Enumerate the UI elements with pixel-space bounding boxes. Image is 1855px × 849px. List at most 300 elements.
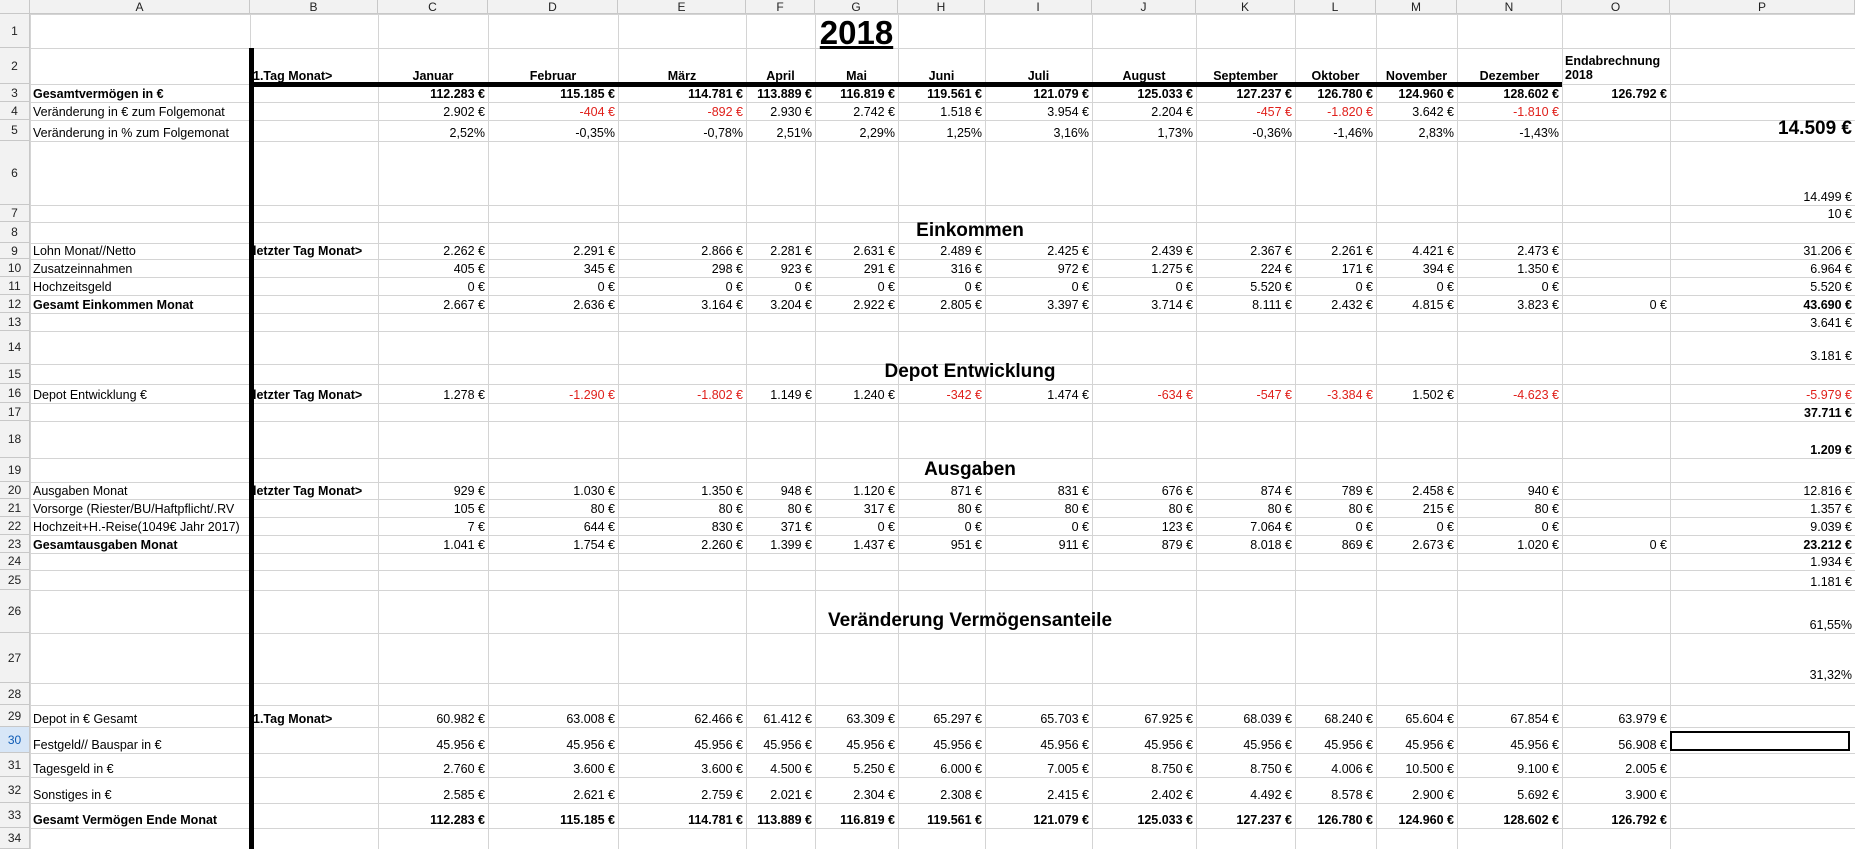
cell-o2[interactable]: Endabrechnung 2018 [1565, 54, 1661, 82]
cell-k23[interactable]: 8.018 € [1250, 538, 1292, 552]
cell-a5[interactable]: Veränderung in % zum Folgemonat [33, 126, 229, 140]
cell-j16[interactable]: -634 € [1157, 388, 1193, 402]
cell-p25[interactable]: 1.181 € [1810, 575, 1852, 589]
cell-i33[interactable]: 121.079 € [1033, 813, 1089, 827]
cell-c12[interactable]: 2.667 € [443, 298, 485, 312]
cell-c11[interactable]: 0 € [467, 280, 485, 294]
cell-m10[interactable]: 394 € [1422, 262, 1454, 276]
cell-o12[interactable]: 0 € [1649, 298, 1667, 312]
cell-i5[interactable]: 3,16% [1053, 126, 1089, 140]
cell-g32[interactable]: 2.304 € [853, 788, 895, 802]
cell-b2[interactable]: 1.Tag Monat> [253, 69, 333, 83]
row-header-10[interactable] [0, 259, 30, 277]
cell-f2[interactable]: April [766, 69, 795, 83]
cell-f30[interactable]: 45.956 € [763, 738, 812, 752]
cell-n3[interactable]: 128.602 € [1503, 87, 1559, 101]
cell-h19[interactable]: Ausgaben [924, 459, 1016, 480]
cell-d22[interactable]: 644 € [583, 520, 615, 534]
cell-m30[interactable]: 45.956 € [1405, 738, 1454, 752]
cell-j21[interactable]: 80 € [1168, 502, 1193, 516]
active-cell-cursor[interactable] [1670, 731, 1850, 751]
cell-p6[interactable]: 14.499 € [1803, 190, 1852, 204]
cell-c30[interactable]: 45.956 € [436, 738, 485, 752]
cell-d12[interactable]: 2.636 € [573, 298, 615, 312]
cell-h12[interactable]: 2.805 € [940, 298, 982, 312]
cell-c22[interactable]: 7 € [467, 520, 485, 534]
cell-j12[interactable]: 3.714 € [1151, 298, 1193, 312]
cell-a21[interactable]: Vorsorge (Riester/BU/Haftpflicht/.RV [33, 502, 235, 516]
cell-f20[interactable]: 948 € [780, 484, 812, 498]
column-header-g[interactable] [815, 0, 898, 14]
cell-a30[interactable]: Festgeld// Bauspar in € [33, 738, 162, 752]
cell-d30[interactable]: 45.956 € [566, 738, 615, 752]
row-header-23[interactable] [0, 535, 30, 553]
cell-a3[interactable]: Gesamtvermögen in € [33, 87, 164, 101]
cell-g2[interactable]: Mai [846, 69, 867, 83]
cell-c5[interactable]: 2,52% [449, 126, 485, 140]
cell-g3[interactable]: 116.819 € [840, 87, 895, 101]
cell-m29[interactable]: 65.604 € [1405, 712, 1454, 726]
cell-h15[interactable]: Depot Entwicklung [884, 361, 1056, 382]
cell-m23[interactable]: 2.673 € [1412, 538, 1454, 552]
cell-a22[interactable]: Hochzeit+H.-Reise(1049€ Jahr 2017) [33, 520, 240, 534]
cell-f22[interactable]: 371 € [780, 520, 812, 534]
cell-l16[interactable]: -3.384 € [1327, 388, 1373, 402]
cell-n2[interactable]: Dezember [1479, 69, 1540, 83]
cell-b29[interactable]: 1.Tag Monat> [253, 712, 333, 726]
cell-h22[interactable]: 0 € [964, 520, 982, 534]
row-header-17[interactable] [0, 403, 30, 421]
cell-g31[interactable]: 5.250 € [853, 762, 895, 776]
cell-p17[interactable]: 37.711 € [1804, 406, 1852, 420]
cell-c31[interactable]: 2.760 € [443, 762, 485, 776]
cell-i11[interactable]: 0 € [1071, 280, 1089, 294]
cell-d23[interactable]: 1.754 € [573, 538, 615, 552]
column-header-b[interactable] [250, 0, 378, 14]
cell-k9[interactable]: 2.367 € [1250, 244, 1292, 258]
cell-c33[interactable]: 112.283 € [430, 813, 485, 827]
cell-l29[interactable]: 68.240 € [1324, 712, 1373, 726]
cell-a16[interactable]: Depot Entwicklung € [33, 388, 147, 402]
column-header-a[interactable] [30, 0, 250, 14]
cell-k16[interactable]: -547 € [1256, 388, 1292, 402]
cell-a31[interactable]: Tagesgeld in € [33, 762, 114, 776]
cell-k22[interactable]: 7.064 € [1250, 520, 1292, 534]
cell-n9[interactable]: 2.473 € [1517, 244, 1559, 258]
row-header-30[interactable] [0, 727, 30, 753]
cell-i22[interactable]: 0 € [1071, 520, 1089, 534]
cell-k10[interactable]: 224 € [1260, 262, 1292, 276]
cell-l11[interactable]: 0 € [1355, 280, 1373, 294]
cell-n12[interactable]: 3.823 € [1517, 298, 1559, 312]
cell-n16[interactable]: -4.623 € [1513, 388, 1559, 402]
cell-h3[interactable]: 119.561 € [927, 87, 982, 101]
cell-k33[interactable]: 127.237 € [1236, 813, 1292, 827]
cell-c3[interactable]: 112.283 € [430, 87, 485, 101]
cell-d11[interactable]: 0 € [597, 280, 615, 294]
row-header-3[interactable] [0, 84, 30, 102]
cell-m4[interactable]: 3.642 € [1412, 105, 1454, 119]
cell-l3[interactable]: 126.780 € [1317, 87, 1373, 101]
cell-j11[interactable]: 0 € [1175, 280, 1193, 294]
cell-o3[interactable]: 126.792 € [1611, 87, 1667, 101]
cell-n33[interactable]: 128.602 € [1503, 813, 1559, 827]
row-header-7[interactable] [0, 205, 30, 222]
cell-j20[interactable]: 676 € [1161, 484, 1193, 498]
cell-e12[interactable]: 3.164 € [701, 298, 743, 312]
cell-k2[interactable]: September [1213, 69, 1278, 83]
row-header-6[interactable] [0, 141, 30, 205]
cell-l23[interactable]: 869 € [1341, 538, 1373, 552]
cell-a11[interactable]: Hochzeitsgeld [33, 280, 112, 294]
cell-p27[interactable]: 31,32% [1809, 668, 1852, 682]
cell-n31[interactable]: 9.100 € [1517, 762, 1559, 776]
cell-l30[interactable]: 45.956 € [1324, 738, 1373, 752]
row-header-34[interactable] [0, 828, 30, 849]
cell-i30[interactable]: 45.956 € [1040, 738, 1089, 752]
row-header-27[interactable] [0, 633, 30, 683]
row-header-24[interactable] [0, 553, 30, 570]
cell-p20[interactable]: 12.816 € [1803, 484, 1852, 498]
cell-j5[interactable]: 1,73% [1157, 126, 1193, 140]
cell-j4[interactable]: 2.204 € [1151, 105, 1193, 119]
cell-d4[interactable]: -404 € [579, 105, 615, 119]
cell-f31[interactable]: 4.500 € [770, 762, 812, 776]
cell-i16[interactable]: 1.474 € [1047, 388, 1089, 402]
cell-d20[interactable]: 1.030 € [573, 484, 615, 498]
cell-p9[interactable]: 31.206 € [1803, 244, 1852, 258]
cell-e29[interactable]: 62.466 € [694, 712, 743, 726]
cell-o33[interactable]: 126.792 € [1611, 813, 1667, 827]
cell-g16[interactable]: 1.240 € [853, 388, 895, 402]
cell-o29[interactable]: 63.979 € [1618, 712, 1667, 726]
column-header-o[interactable] [1562, 0, 1670, 14]
column-header-h[interactable] [898, 0, 985, 14]
cell-d33[interactable]: 115.185 € [560, 813, 615, 827]
cell-m9[interactable]: 4.421 € [1412, 244, 1454, 258]
cell-n11[interactable]: 0 € [1541, 280, 1559, 294]
cell-m12[interactable]: 4.815 € [1412, 298, 1454, 312]
cell-m32[interactable]: 2.900 € [1412, 788, 1454, 802]
cell-m21[interactable]: 215 € [1422, 502, 1454, 516]
cell-g10[interactable]: 291 € [863, 262, 895, 276]
cell-g22[interactable]: 0 € [877, 520, 895, 534]
cell-h29[interactable]: 65.297 € [933, 712, 982, 726]
cell-c4[interactable]: 2.902 € [443, 105, 485, 119]
cell-p13[interactable]: 3.641 € [1810, 316, 1852, 330]
cell-i3[interactable]: 121.079 € [1033, 87, 1089, 101]
cell-a10[interactable]: Zusatzeinnahmen [33, 262, 133, 276]
cell-e9[interactable]: 2.866 € [701, 244, 743, 258]
cell-f10[interactable]: 923 € [780, 262, 812, 276]
cell-n20[interactable]: 940 € [1527, 484, 1559, 498]
cell-l20[interactable]: 789 € [1341, 484, 1373, 498]
cell-j23[interactable]: 879 € [1161, 538, 1193, 552]
cell-i21[interactable]: 80 € [1064, 502, 1089, 516]
cell-h20[interactable]: 871 € [950, 484, 982, 498]
cell-j10[interactable]: 1.275 € [1151, 262, 1193, 276]
cell-m33[interactable]: 124.960 € [1398, 813, 1454, 827]
cell-j33[interactable]: 125.033 € [1137, 813, 1193, 827]
row-header-14[interactable] [0, 331, 30, 364]
cell-d16[interactable]: -1.290 € [569, 388, 615, 402]
row-header-25[interactable] [0, 570, 30, 590]
row-header-15[interactable] [0, 364, 30, 384]
row-header-9[interactable] [0, 243, 30, 259]
cell-f16[interactable]: 1.149 € [770, 388, 812, 402]
cell-i29[interactable]: 65.703 € [1040, 712, 1089, 726]
cell-h16[interactable]: -342 € [946, 388, 982, 402]
cell-f5[interactable]: 2,51% [776, 126, 812, 140]
cell-h23[interactable]: 951 € [950, 538, 982, 552]
cell-f11[interactable]: 0 € [794, 280, 812, 294]
cell-e33[interactable]: 114.781 € [688, 813, 743, 827]
cell-i20[interactable]: 831 € [1057, 484, 1089, 498]
cell-f32[interactable]: 2.021 € [770, 788, 812, 802]
cell-m3[interactable]: 124.960 € [1398, 87, 1454, 101]
cell-l33[interactable]: 126.780 € [1317, 813, 1373, 827]
cell-l4[interactable]: -1.820 € [1327, 105, 1373, 119]
cell-a33[interactable]: Gesamt Vermögen Ende Monat [33, 813, 218, 827]
cell-g33[interactable]: 116.819 € [840, 813, 895, 827]
cell-e5[interactable]: -0,78% [703, 126, 743, 140]
cell-i10[interactable]: 972 € [1057, 262, 1089, 276]
row-header-20[interactable] [0, 482, 30, 499]
cell-o30[interactable]: 56.908 € [1618, 738, 1667, 752]
cell-e22[interactable]: 830 € [711, 520, 743, 534]
cell-k30[interactable]: 45.956 € [1243, 738, 1292, 752]
cell-e2[interactable]: März [667, 69, 697, 83]
cell-l9[interactable]: 2.261 € [1331, 244, 1373, 258]
cell-h26[interactable]: Veränderung Vermögensanteile [827, 610, 1113, 631]
row-header-11[interactable] [0, 277, 30, 295]
cell-p5[interactable]: 14.509 € [1778, 118, 1852, 139]
cell-j32[interactable]: 2.402 € [1151, 788, 1193, 802]
cell-e23[interactable]: 2.260 € [701, 538, 743, 552]
cell-c2[interactable]: Januar [412, 69, 454, 83]
cell-d5[interactable]: -0,35% [575, 126, 615, 140]
cell-e32[interactable]: 2.759 € [701, 788, 743, 802]
cell-n32[interactable]: 5.692 € [1517, 788, 1559, 802]
cell-p16[interactable]: -5.979 € [1806, 388, 1852, 402]
cell-d29[interactable]: 63.008 € [566, 712, 615, 726]
cell-a12[interactable]: Gesamt Einkommen Monat [33, 298, 194, 312]
cell-b16[interactable]: letzter Tag Monat> [253, 388, 363, 402]
cell-n30[interactable]: 45.956 € [1510, 738, 1559, 752]
cell-j22[interactable]: 123 € [1161, 520, 1193, 534]
cell-i31[interactable]: 7.005 € [1047, 762, 1089, 776]
cell-k20[interactable]: 874 € [1260, 484, 1292, 498]
cell-k11[interactable]: 5.520 € [1250, 280, 1292, 294]
cell-e21[interactable]: 80 € [718, 502, 743, 516]
cell-n5[interactable]: -1,43% [1519, 126, 1559, 140]
cell-l32[interactable]: 8.578 € [1331, 788, 1373, 802]
cell-g11[interactable]: 0 € [877, 280, 895, 294]
cell-d21[interactable]: 80 € [590, 502, 615, 516]
cell-j2[interactable]: August [1122, 69, 1166, 83]
cell-c32[interactable]: 2.585 € [443, 788, 485, 802]
cell-f29[interactable]: 61.412 € [763, 712, 812, 726]
cell-g21[interactable]: 317 € [863, 502, 895, 516]
cell-j31[interactable]: 8.750 € [1151, 762, 1193, 776]
cell-m5[interactable]: 2,83% [1418, 126, 1454, 140]
cell-i4[interactable]: 3.954 € [1047, 105, 1089, 119]
cell-h32[interactable]: 2.308 € [940, 788, 982, 802]
column-header-f[interactable] [746, 0, 815, 14]
cell-d31[interactable]: 3.600 € [573, 762, 615, 776]
cell-m20[interactable]: 2.458 € [1412, 484, 1454, 498]
cell-p21[interactable]: 1.357 € [1810, 502, 1852, 516]
cell-a29[interactable]: Depot in € Gesamt [33, 712, 138, 726]
cell-g9[interactable]: 2.631 € [853, 244, 895, 258]
cell-l12[interactable]: 2.432 € [1331, 298, 1373, 312]
cell-a9[interactable]: Lohn Monat//Netto [33, 244, 136, 258]
cell-n23[interactable]: 1.020 € [1517, 538, 1559, 552]
row-header-1[interactable] [0, 14, 30, 48]
cell-e11[interactable]: 0 € [725, 280, 743, 294]
cell-l10[interactable]: 171 € [1341, 262, 1373, 276]
row-header-21[interactable] [0, 499, 30, 517]
cell-n29[interactable]: 67.854 € [1510, 712, 1559, 726]
row-header-29[interactable] [0, 705, 30, 727]
cell-p10[interactable]: 6.964 € [1810, 262, 1852, 276]
cell-p7[interactable]: 10 € [1827, 207, 1852, 221]
cell-p12[interactable]: 43.690 € [1803, 298, 1852, 312]
cell-d9[interactable]: 2.291 € [573, 244, 615, 258]
cell-j30[interactable]: 45.956 € [1144, 738, 1193, 752]
cell-b20[interactable]: letzter Tag Monat> [253, 484, 363, 498]
column-header-d[interactable] [488, 0, 618, 14]
cell-f33[interactable]: 113.889 € [757, 813, 812, 827]
column-header-j[interactable] [1092, 0, 1196, 14]
cell-n10[interactable]: 1.350 € [1517, 262, 1559, 276]
row-header-22[interactable] [0, 517, 30, 535]
cell-g12[interactable]: 2.922 € [853, 298, 895, 312]
row-header-5[interactable] [0, 120, 30, 141]
cell-e31[interactable]: 3.600 € [701, 762, 743, 776]
cell-d10[interactable]: 345 € [583, 262, 615, 276]
row-header-19[interactable] [0, 458, 30, 482]
cell-k5[interactable]: -0,36% [1252, 126, 1292, 140]
cell-h11[interactable]: 0 € [964, 280, 982, 294]
cell-g29[interactable]: 63.309 € [846, 712, 895, 726]
column-header-m[interactable] [1376, 0, 1457, 14]
cell-i32[interactable]: 2.415 € [1047, 788, 1089, 802]
column-header-e[interactable] [618, 0, 746, 14]
cell-a32[interactable]: Sonstiges in € [33, 788, 112, 802]
cell-h10[interactable]: 316 € [950, 262, 982, 276]
cell-i23[interactable]: 911 € [1058, 538, 1089, 552]
row-header-13[interactable] [0, 313, 30, 331]
cell-g4[interactable]: 2.742 € [853, 105, 895, 119]
cell-k3[interactable]: 127.237 € [1236, 87, 1292, 101]
row-header-12[interactable] [0, 295, 30, 313]
cell-a4[interactable]: Veränderung in € zum Folgemonat [33, 105, 225, 119]
cell-h30[interactable]: 45.956 € [933, 738, 982, 752]
column-header-c[interactable] [378, 0, 488, 14]
cell-k4[interactable]: -457 € [1256, 105, 1292, 119]
cell-h21[interactable]: 80 € [957, 502, 982, 516]
cell-h33[interactable]: 119.561 € [927, 813, 982, 827]
cell-e3[interactable]: 114.781 € [688, 87, 743, 101]
row-header-28[interactable] [0, 683, 30, 705]
cell-m11[interactable]: 0 € [1436, 280, 1454, 294]
cell-e16[interactable]: -1.802 € [697, 388, 743, 402]
cell-e30[interactable]: 45.956 € [694, 738, 743, 752]
cell-b9[interactable]: letzter Tag Monat> [253, 244, 363, 258]
row-header-33[interactable] [0, 803, 30, 828]
cell-o31[interactable]: 2.005 € [1625, 762, 1667, 776]
cell-k32[interactable]: 4.492 € [1250, 788, 1292, 802]
cell-h5[interactable]: 1,25% [946, 126, 982, 140]
select-all-corner[interactable] [0, 0, 30, 14]
cell-l5[interactable]: -1,46% [1333, 126, 1373, 140]
cell-k29[interactable]: 68.039 € [1243, 712, 1292, 726]
column-header-p[interactable] [1670, 0, 1855, 14]
cell-c29[interactable]: 60.982 € [436, 712, 485, 726]
cell-d3[interactable]: 115.185 € [560, 87, 615, 101]
cell-p24[interactable]: 1.934 € [1810, 555, 1852, 569]
cell-n21[interactable]: 80 € [1534, 502, 1559, 516]
cell-p26[interactable]: 61,55% [1809, 618, 1852, 632]
cell-p22[interactable]: 9.039 € [1810, 520, 1852, 534]
cell-h31[interactable]: 6.000 € [940, 762, 982, 776]
cell-c23[interactable]: 1.041 € [443, 538, 485, 552]
cell-p11[interactable]: 5.520 € [1810, 280, 1852, 294]
cell-p23[interactable]: 23.212 € [1803, 538, 1852, 552]
row-header-8[interactable] [0, 222, 30, 243]
cell-n4[interactable]: -1.810 € [1513, 105, 1559, 119]
cell-h2[interactable]: Juni [928, 69, 955, 83]
cell-f21[interactable]: 80 € [787, 502, 812, 516]
row-header-32[interactable] [0, 777, 30, 803]
cell-g5[interactable]: 2,29% [859, 126, 895, 140]
cell-f23[interactable]: 1.399 € [770, 538, 812, 552]
cell-f12[interactable]: 3.204 € [770, 298, 812, 312]
row-header-31[interactable] [0, 753, 30, 777]
column-header-l[interactable] [1295, 0, 1376, 14]
cell-n22[interactable]: 0 € [1541, 520, 1559, 534]
cell-h9[interactable]: 2.489 € [940, 244, 982, 258]
cell-c9[interactable]: 2.262 € [443, 244, 485, 258]
cell-c10[interactable]: 405 € [453, 262, 485, 276]
cell-l21[interactable]: 80 € [1348, 502, 1373, 516]
cell-a23[interactable]: Gesamtausgaben Monat [33, 538, 178, 552]
cell-h8[interactable]: Einkommen [916, 220, 1024, 241]
cell-k12[interactable]: 8.111 € [1252, 298, 1292, 312]
cell-p18[interactable]: 1.209 € [1810, 443, 1852, 457]
cell-g30[interactable]: 45.956 € [846, 738, 895, 752]
cell-j29[interactable]: 67.925 € [1144, 712, 1193, 726]
cell-c20[interactable]: 929 € [453, 484, 485, 498]
cell-d2[interactable]: Februar [529, 69, 577, 83]
cell-k21[interactable]: 80 € [1267, 502, 1292, 516]
cell-m22[interactable]: 0 € [1436, 520, 1454, 534]
cell-j3[interactable]: 125.033 € [1137, 87, 1193, 101]
cell-i12[interactable]: 3.397 € [1047, 298, 1089, 312]
cell-d32[interactable]: 2.621 € [573, 788, 615, 802]
row-header-2[interactable] [0, 48, 30, 84]
cell-l22[interactable]: 0 € [1355, 520, 1373, 534]
cell-h4[interactable]: 1.518 € [940, 105, 982, 119]
cell-j9[interactable]: 2.439 € [1151, 244, 1193, 258]
cell-e20[interactable]: 1.350 € [701, 484, 743, 498]
cell-g20[interactable]: 1.120 € [853, 484, 895, 498]
cell-l2[interactable]: Oktober [1311, 69, 1360, 83]
cell-a20[interactable]: Ausgaben Monat [33, 484, 128, 498]
row-header-18[interactable] [0, 421, 30, 458]
cell-m16[interactable]: 1.502 € [1412, 388, 1454, 402]
